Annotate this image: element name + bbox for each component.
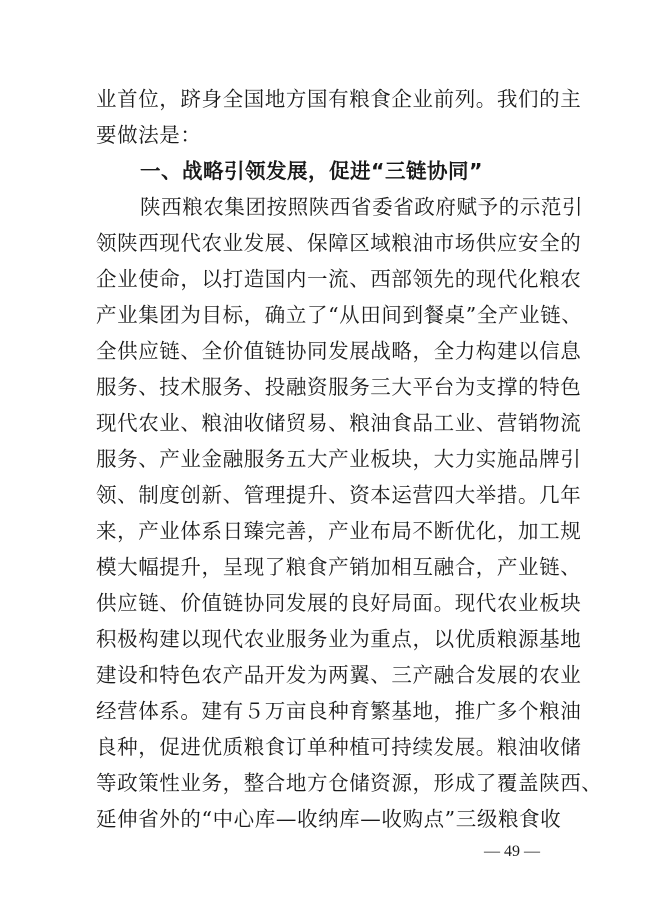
text-line: 模大幅提升，呈现了粮食产销加相互融合，产业链、	[96, 555, 582, 579]
text-line: 企业使命，以打造国内一流、西部领先的现代化粮农	[96, 267, 582, 291]
text-line: 来，产业体系日臻完善，产业布局不断优化，加工规	[96, 519, 582, 543]
text-line: 良种，促进优质粮食订单种植可持续发展。粮油收储	[96, 735, 582, 759]
text-line: 全供应链、全价值链协同发展战略，全力构建以信息	[96, 339, 582, 363]
text-line: 要做法是：	[96, 123, 202, 147]
text-line: 经营体系。建有５万亩良种育繁基地，推广多个粮油	[96, 699, 582, 723]
section-heading: 一、战略引领发展，促进“三链协同”	[140, 159, 483, 183]
text-line: 现代农业、粮油收储贸易、粮油食品工业、营销物流	[96, 411, 582, 435]
page-number: — 49 —	[484, 843, 540, 860]
text-line: 等政策性业务，整合地方仓储资源，形成了覆盖陕西、	[96, 771, 603, 795]
text-line: 延伸省外的“中心库—收纳库—收购点”三级粮食收	[96, 807, 562, 831]
text-line: 供应链、价值链协同发展的良好局面。现代农业板块	[96, 591, 582, 615]
paragraph-first-line: 陕西粮农集团按照陕西省委省政府赋予的示范引	[140, 195, 584, 219]
text-line: 领、制度创新、管理提升、资本运营四大举措。几年	[96, 483, 582, 507]
text-line: 服务、技术服务、投融资服务三大平台为支撑的特色	[96, 375, 582, 399]
text-line: 产业集团为目标，确立了“从田间到餐桌”全产业链、	[96, 303, 583, 327]
text-line: 业首位，跻身全国地方国有粮食企业前列。我们的主	[96, 87, 582, 111]
text-line: 服务、产业金融服务五大产业板块，大力实施品牌引	[96, 447, 582, 471]
text-line: 领陕西现代农业发展、保障区域粮油市场供应安全的	[96, 231, 582, 255]
text-line: 建设和特色农产品开发为两翼、三产融合发展的农业	[96, 663, 582, 687]
text-line: 积极构建以现代农业服务业为重点，以优质粮源基地	[96, 627, 582, 651]
